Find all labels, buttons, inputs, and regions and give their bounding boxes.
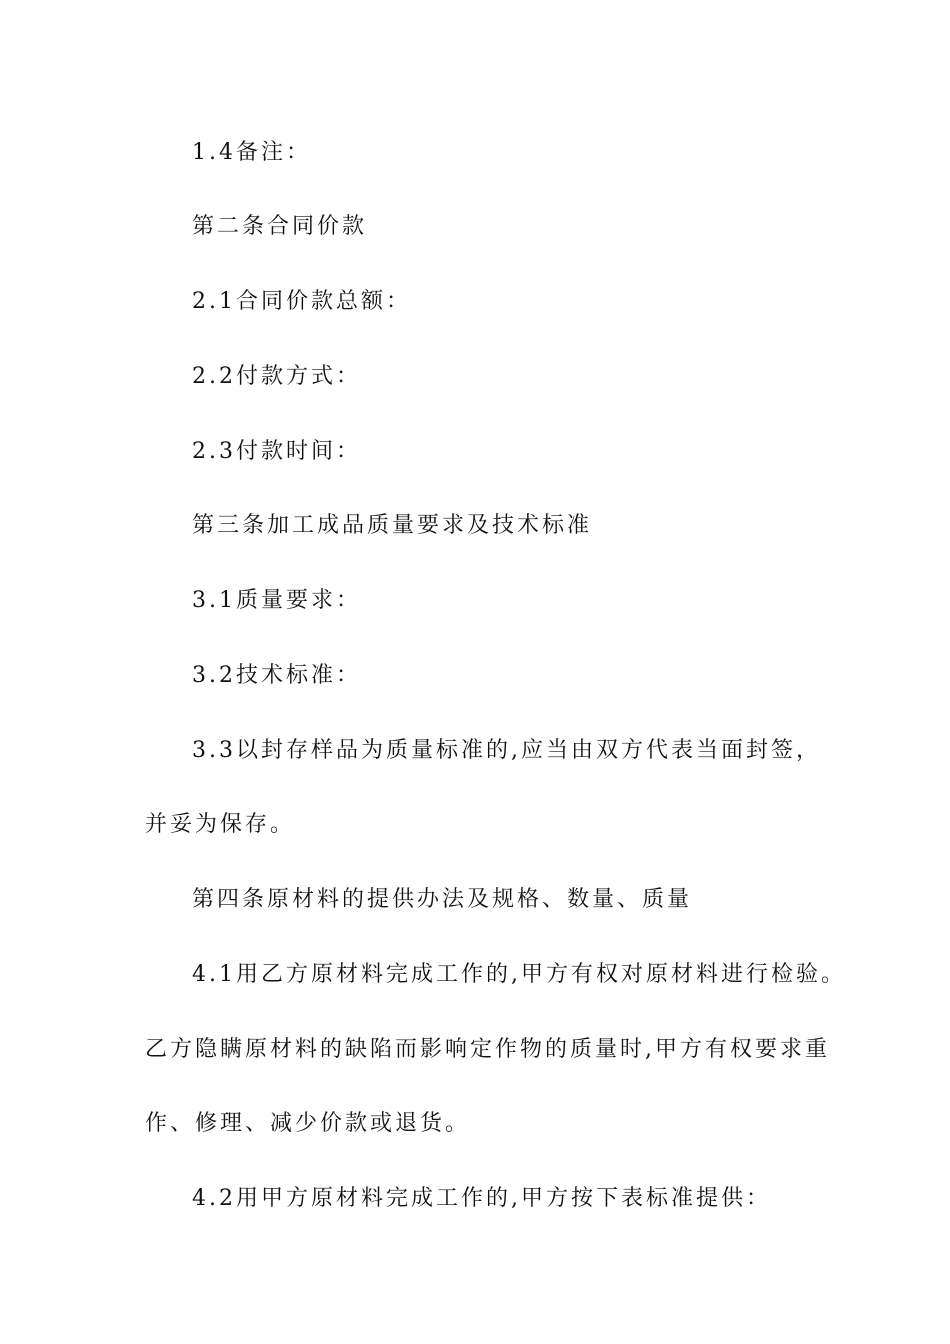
clause-1-4-remarks: 1.4备注： [192,140,311,165]
clause-3-1-quality-requirements: 3.1质量要求： [192,588,361,613]
clause-4-2-line-1: 4.2用甲方原材料完成工作的,甲方按下表标准提供： [192,1186,771,1211]
article-3-heading: 第三条加工成品质量要求及技术标准 [192,513,593,538]
clause-4-1-line-2: 乙方隐瞒原材料的缺陷而影响定作物的质量时,甲方有权要求重 [145,1037,830,1062]
clause-3-3-line-2: 并妥为保存。 [145,812,296,837]
clause-3-3-line-1: 3.3以封存样品为质量标准的,应当由双方代表当面封签， [192,738,821,763]
clause-2-1-total-price: 2.1合同价款总额： [192,289,411,314]
clause-2-2-payment-method: 2.2付款方式： [192,364,361,389]
article-2-heading: 第二条合同价款 [192,214,368,239]
clause-3-2-technical-standards: 3.2技术标准： [192,663,361,688]
clause-4-1-line-1: 4.1用乙方原材料完成工作的,甲方有权对原材料进行检验。 [192,962,846,987]
article-4-heading: 第四条原材料的提供办法及规格、数量、质量 [192,887,693,912]
clause-2-3-payment-time: 2.3付款时间： [192,439,361,464]
clause-4-1-line-3: 作、修理、减少价款或退货。 [145,1111,471,1136]
